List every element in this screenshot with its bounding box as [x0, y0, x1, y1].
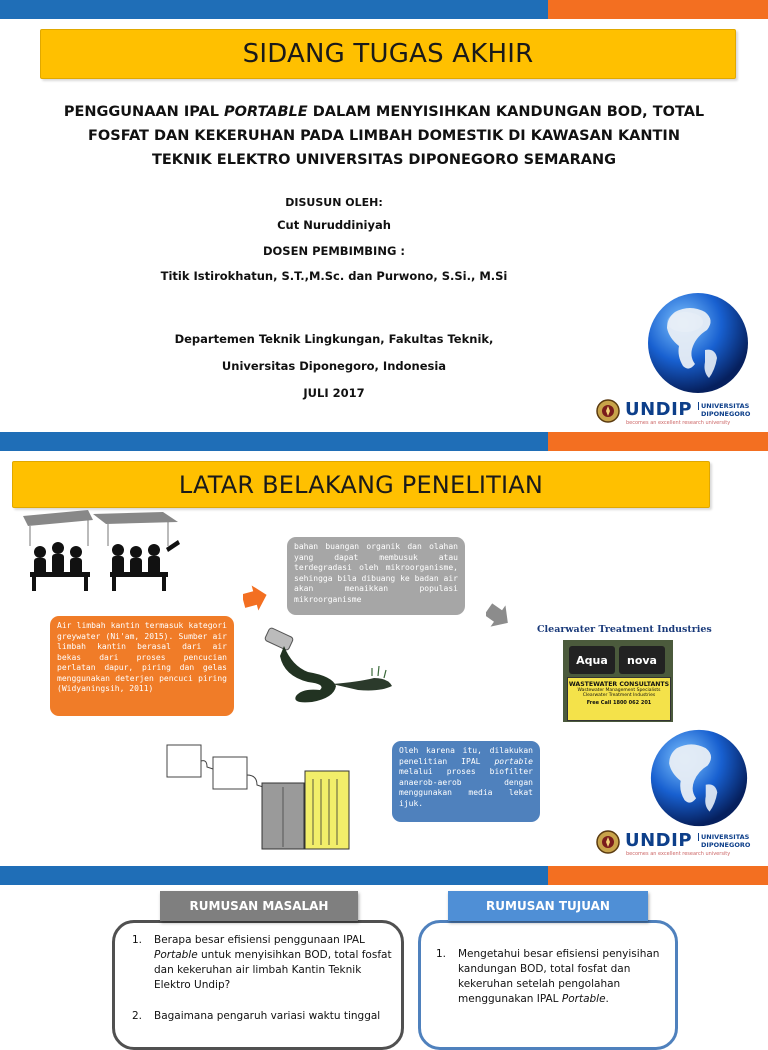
banner-title: SIDANG TUGAS AKHIR: [242, 39, 534, 69]
tank-diagram-icon: [165, 741, 357, 851]
list-item: [132, 1009, 392, 1024]
masalah-list: [132, 933, 392, 1024]
list-text-italic: Portable: [561, 993, 606, 1005]
globe-icon: [645, 290, 751, 396]
blue-box-text: Oleh karena itu, dilakukan penelitian IPAL: [399, 746, 533, 766]
title-banner: [40, 29, 736, 79]
list-number: 1.: [132, 934, 143, 946]
author-label: DISUSUN OLEH:: [285, 196, 383, 209]
grey-info-box: [287, 537, 465, 615]
sign-aqua: Aqua: [576, 653, 608, 667]
thesis-title: [30, 100, 738, 172]
list-number: 2.: [132, 1010, 143, 1022]
supervisor-label: DOSEN PEMBIMBING :: [262, 244, 405, 258]
slide-1: [0, 0, 768, 432]
undip-seal-icon: [596, 830, 620, 854]
blue-info-box: [392, 741, 540, 822]
globe-icon: [648, 727, 750, 829]
orange-box-text: Air limbah kantin termasuk kategori greywater (Ni'am, 2015). Sumber air limbah kantin berasal dari air bekas dari proses pencucian perlatan dapur, piring dan gelas menggunakan deterjen pencuci piring (Widyaningsih, 2011): [57, 621, 227, 693]
orange-info-box: [50, 616, 234, 716]
undip-line1: UNIVERSITAS: [698, 402, 749, 410]
tab-right-label: RUMUSAN TUJUAN: [486, 899, 610, 913]
undip-seal-icon: [596, 399, 620, 423]
clearwater-sign: [533, 624, 713, 724]
list-text-part: Berapa besar efisiensi penggunaan IPAL: [154, 934, 365, 946]
top-bar-blue: [0, 0, 548, 19]
tab-rumusan-tujuan: [448, 891, 648, 921]
undip-line1: UNIVERSITAS: [698, 833, 749, 841]
undip-tagline: becomes an excellent research university: [626, 420, 731, 426]
canteen-silhouette-icon: [18, 506, 183, 594]
list-text: [458, 947, 662, 1007]
sign-panel: [567, 677, 671, 721]
undip-tagline: becomes an excellent research university: [626, 851, 731, 857]
blue-box-text: melalui proses biofilter anaerob-aerob dengan menggunakan media lekat ijuk.: [399, 767, 533, 808]
tab-left-label: RUMUSAN MASALAH: [189, 899, 329, 913]
undip-line2: DIPONEGORO: [701, 841, 751, 849]
tab-rumusan-masalah: [160, 891, 358, 921]
sign-sub2: Clearwater Treatment Industries: [582, 693, 656, 698]
blue-box-italic: portable: [494, 756, 533, 766]
sign-heading: Clearwater Treatment Industries: [537, 624, 712, 635]
sign-consultants: WASTEWATER CONSULTANTS: [568, 681, 670, 688]
title-banner: [12, 461, 710, 508]
divider-bar-blue: [0, 432, 548, 451]
thesis-title-line: TEKNIK ELEKTRO UNIVERSITAS DIPONEGORO SEMARANG: [151, 152, 617, 168]
list-text: Bagaimana pengaruh variasi waktu tinggal: [154, 1010, 381, 1022]
thesis-title-italic: PORTABLE: [224, 104, 308, 120]
oil-spill-icon: [262, 626, 402, 708]
top-bar-orange: [548, 0, 768, 19]
undip-line2: DIPONEGORO: [701, 410, 751, 418]
author-block: [100, 194, 568, 289]
thesis-title-part: DALAM MENYISIHKAN KANDUNGAN BOD, TOTAL: [307, 104, 705, 120]
sign-phone: Free Call 1800 062 201: [586, 700, 652, 706]
author-name: Cut Nuruddiniyah: [277, 218, 391, 232]
divider-bar-orange: [548, 866, 768, 885]
undip-wordmark: UNDIP: [625, 399, 693, 420]
grey-box-text: bahan buangan organik dan olahan yang dapat membusuk atau terdegradasi oleh mikroorganisme, sehingga bila dibuang ke badan air akan menaikkan populasi mikroorganisme: [294, 542, 458, 604]
thesis-title-part: PENGGUNAAN IPAL: [63, 104, 225, 120]
tujuan-list: [436, 947, 662, 1007]
list-text-part: untuk menyisihkan BOD, total fosfat dan kekeruhan air limbah Kantin Teknik Elektro Undip?: [154, 949, 392, 991]
arrow-right-icon: [243, 585, 267, 611]
thesis-title-line: FOSFAT DAN KEKERUHAN PADA LIMBAH DOMESTIK DI KAWASAN KANTIN: [88, 128, 680, 144]
supervisors: Titik Istirokhatun, S.T.,M.Sc. dan Purwono, S.Si., M.Si: [160, 269, 508, 283]
list-text-part: .: [605, 993, 609, 1005]
divider-bar-blue: [0, 866, 548, 885]
banner-title: LATAR BELAKANG PENELITIAN: [178, 470, 544, 499]
divider-bar-orange: [548, 432, 768, 451]
list-text-part: Mengetahui besar efisiensi penyisihan kandungan BOD, total fosfat dan kekeruhan setelah pengolahan menggunakan IPAL: [458, 948, 660, 1005]
list-item: [436, 947, 662, 1007]
list-item: [132, 933, 392, 993]
undip-logo: [596, 829, 756, 859]
university: Universitas Diponegoro, Indonesia: [221, 359, 447, 373]
tank-aqua: [569, 646, 615, 674]
date: JULI 2017: [303, 386, 365, 400]
sign-sub1: Wastewater Management Specialists: [577, 688, 661, 693]
list-text-italic: Portable: [154, 949, 198, 961]
sign-board: [563, 640, 673, 722]
list-number: 1.: [436, 948, 447, 960]
undip-wordmark: UNDIP: [625, 830, 693, 851]
list-text: [154, 933, 392, 993]
slide-2: [0, 451, 768, 866]
sign-nova: nova: [627, 653, 657, 667]
arrow-right-icon: [486, 603, 510, 629]
department: Departemen Teknik Lingkungan, Fakultas Teknik,: [174, 332, 494, 346]
tank-nova: [619, 646, 665, 674]
affiliation-block: [100, 326, 568, 407]
slide-3: [0, 885, 768, 1024]
undip-logo: [596, 398, 756, 428]
